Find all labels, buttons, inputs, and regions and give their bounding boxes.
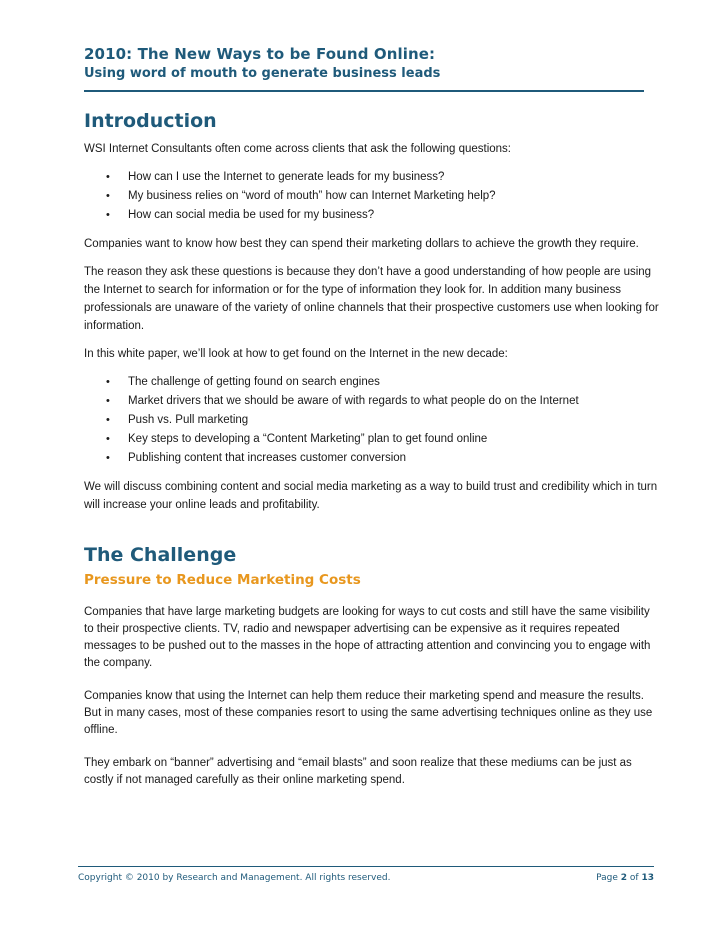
page-label: Page <box>596 873 618 883</box>
list-item-text: The challenge of getting found on search engines <box>128 376 380 388</box>
page-total: 13 <box>641 873 654 883</box>
footer-row <box>78 873 654 883</box>
list-item-text: Publishing content that increases customer conversion <box>128 452 407 464</box>
bullet-icon: • <box>106 171 110 183</box>
header-title: 2010: The New Ways to be Found Online: <box>84 45 436 63</box>
list-item-text: How can I use the Internet to generate leads for my business? <box>128 171 445 183</box>
page-number <box>596 873 654 883</box>
list-item <box>106 430 659 449</box>
list-item <box>106 187 659 206</box>
list-item-text: Key steps to developing a “Content Marketing” plan to get found online <box>128 433 488 445</box>
list-item <box>106 449 659 468</box>
section-heading-challenge: The Challenge <box>84 544 237 566</box>
challenge-paragraph-1: Companies that have large marketing budgets are looking for ways to cut costs and still have the same visibility to their prospective clients. TV, radio and newspaper advertising can be expensive as it requires repeated messages to be pushed out to the masses in the hope of attracting attention and convincing you to engage with the company. <box>84 606 651 669</box>
list-item <box>106 168 659 187</box>
intro-paragraph-1: Companies want to know how best they can spend their marketing dollars to achieve the growth they require. <box>84 238 639 250</box>
bullet-icon: • <box>106 452 110 464</box>
section-spacer <box>84 524 659 542</box>
bullet-icon: • <box>106 395 110 407</box>
list-item-text: Push vs. Pull marketing <box>128 414 249 426</box>
page-header <box>84 44 644 84</box>
footer-divider <box>78 866 654 867</box>
bullet-icon: • <box>106 376 110 388</box>
page-footer <box>78 866 654 883</box>
bullet-icon: • <box>106 414 110 426</box>
list-item <box>106 411 659 430</box>
intro-paragraph-4: We will discuss combining content and social media marketing as a way to build trust and credibility which in turn will increase your online leads and profitability. <box>84 481 658 511</box>
list-item <box>106 373 659 392</box>
list-item <box>106 206 659 225</box>
subsection-heading-costs: Pressure to Reduce Marketing Costs <box>84 572 361 588</box>
section-heading-introduction: Introduction <box>84 110 217 132</box>
intro-paragraph-2: The reason they ask these questions is because they don’t have a good understanding of how people are using the Internet to search for information or for the type of information they look for. In addition many business professionals are unaware of the variety of online channels that their prospective customers use when looking for information. <box>84 266 659 332</box>
challenge-paragraph-2: Companies know that using the Internet can help them reduce their marketing spend and measure the results. But in many cases, most of these companies resort to using the same advertising techniques online as they use offline. <box>84 690 653 736</box>
bullet-icon: • <box>106 433 110 445</box>
page-current: 2 <box>620 873 628 883</box>
questions-list <box>84 168 659 225</box>
list-item-text: How can social media be used for my business? <box>128 209 375 221</box>
header-subtitle: Using word of mouth to generate business leads <box>84 66 441 81</box>
page-content <box>84 108 659 799</box>
topics-list <box>84 373 659 468</box>
challenge-paragraph-3: They embark on “banner” advertising and “email blasts” and soon realize that these mediums can be just as costly if not managed carefully as their online marketing spend. <box>84 757 632 786</box>
list-item <box>106 392 659 411</box>
intro-lead-paragraph: WSI Internet Consultants often come across clients that ask the following questions: <box>84 143 511 155</box>
list-item-text: Market drivers that we should be aware of with regards to what people do on the Internet <box>128 395 579 407</box>
page-of: of <box>629 873 639 883</box>
copyright-text: Copyright © 2010 by Research and Management. All rights reserved. <box>78 873 391 883</box>
intro-paragraph-3: In this white paper, we’ll look at how to get found on the Internet in the new decade: <box>84 348 508 360</box>
bullet-icon: • <box>106 209 110 221</box>
list-item-text: My business relies on “word of mouth” how can Internet Marketing help? <box>128 190 496 202</box>
header-divider <box>84 90 644 92</box>
bullet-icon: • <box>106 190 110 202</box>
